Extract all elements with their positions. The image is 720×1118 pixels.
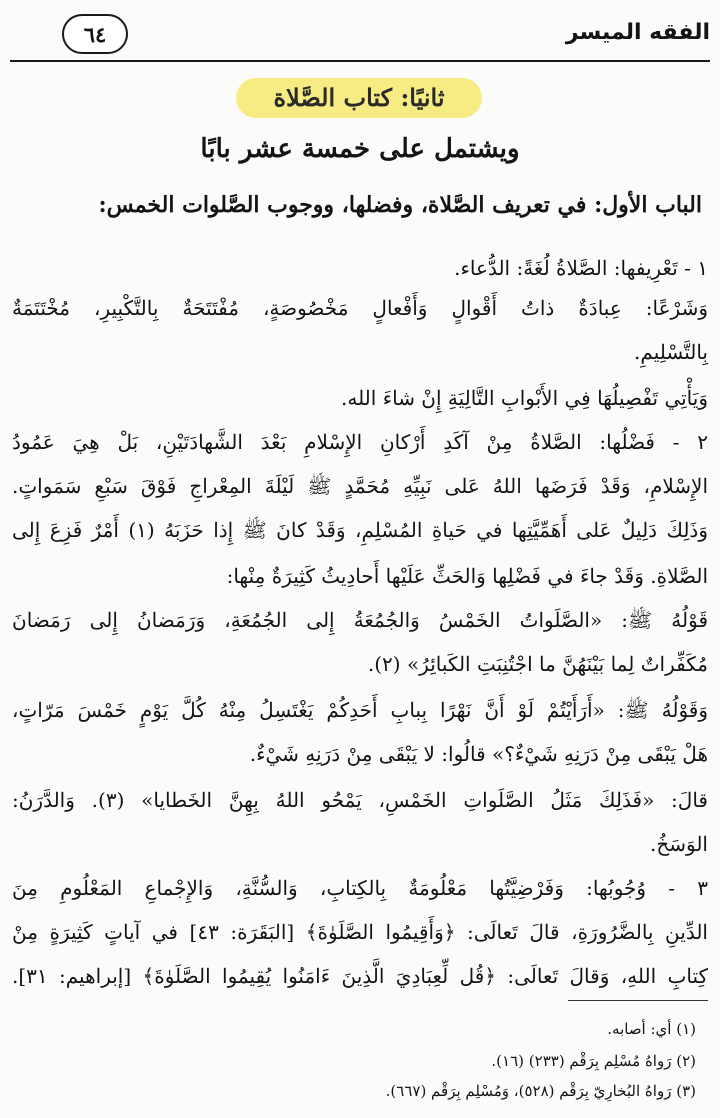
section-heading: الباب الأول: في تعريف الصَّلاة، وفضلها، ووجوب الصَّلوات الخمس: bbox=[98, 192, 702, 218]
hadith-line: قَوْلُهُ ﷺ: «الصَّلَواتُ الخَمْسُ وَالجُمُعَةُ إِلى الجُمُعَةِ، وَرَمَضانُ إِلى رَمَضانَ bbox=[12, 608, 708, 632]
body-line: ١ - تَعْرِيفها: الصَّلاةُ لُغَةً: الدُّعاء. bbox=[454, 256, 708, 280]
running-header bbox=[0, 14, 720, 60]
hadith-line: هَلْ يَبْقَى مِنْ دَرَنِهِ شَيْءٌ؟» قالُوا: لا يَبْقَى مِنْ دَرَنِهِ شَيْءٌ. bbox=[249, 742, 708, 766]
footnote-rule bbox=[568, 1000, 708, 1001]
header-rule bbox=[10, 60, 710, 62]
book-title: الفقه الميسر bbox=[565, 20, 710, 45]
quran-line: الدِّينِ بِالضَّرُورَةِ، قالَ تَعالَى: ﴿وَأَقِيمُوا الصَّلَوٰةَ﴾ [البَقَرَة: ٤٣] في آياتٍ كَثِيرَةٍ مِنْ bbox=[12, 920, 708, 944]
chapter-title bbox=[236, 78, 482, 118]
footnote: (٢) رَواهُ مُسْلِم بِرَقْم (٢٣٣) (١٦). bbox=[491, 1052, 696, 1070]
body-line: وَشَرْعًا: عِبادَةٌ ذاتُ أَقْوالٍ وَأَفْعالٍ مَخْصُوصَةٍ، مُفْتَتَحَةٌ بِالتَّكْبِيرِ، مُخْتَتَمَةٌ bbox=[12, 296, 708, 320]
hadith-line: وَقَوْلُهُ ﷺ: «أَرَأَيْتُمْ لَوْ أَنَّ نَهْرًا بِبابِ أَحَدِكُمْ يَغْتَسِلُ مِنْهُ كُلَّ يَوْمٍ خَمْسَ مَرّاتٍ، bbox=[12, 698, 708, 722]
body-line: ٣ - وُجُوبُها: وَفَرْضِيَّتُها مَعْلُومَةٌ بِالكِتابِ، وَالسُّنَّةِ، وَالإِجْماعِ المَعْلُومِ مِنَ bbox=[12, 876, 708, 900]
footnote: (٣) رَواهُ البُخارِيّ بِرَقْم (٥٢٨)، وَمُسْلِم بِرَقْم (٦٦٧). bbox=[385, 1082, 696, 1100]
body-line: الإِسْلامِ، وَقَدْ فَرَضَها اللهُ عَلى نَبِيِّهِ مُحَمَّدٍ ﷺ لَيْلَةَ المِعْراجِ فَوْقَ سَبْعِ سَمَواتٍ. bbox=[12, 474, 708, 498]
hadith-line: مُكَفِّراتٌ لِما بَيْنَهُنَّ ما اجْتُنِبَتِ الكَبائِرُ» (٢). bbox=[367, 652, 708, 676]
page-number: ٦٤ bbox=[62, 14, 128, 54]
footnote: (١) أي: أصابه. bbox=[607, 1020, 696, 1038]
chapter-title-text: ثانيًا: كتاب الصَّلاة bbox=[273, 83, 445, 112]
body-line: الصَّلاةِ. وَقَدْ جاءَ في فَضْلِها وَالحَثِّ عَلَيْها أَحادِيثُ كَثِيرَةٌ مِنْها: bbox=[226, 564, 708, 588]
body-line: الوَسَخُ. bbox=[649, 832, 708, 856]
hadith-line: قالَ: «فَذَلِكَ مَثَلُ الصَّلَواتِ الخَمْسِ، يَمْحُو اللهُ بِهِنَّ الخَطايا» (٣). وَالدَّرَنُ: bbox=[12, 788, 708, 812]
body-line: وَيَأْتِي تَفْصِيلُهَا فِي الأَبْوابِ التَّالِيَةِ إِنْ شاءَ الله. bbox=[340, 386, 708, 410]
quran-line: كِتابِ اللهِ، وَقالَ تَعالَى: ﴿قُل لِّعِبَادِيَ الَّذِينَ ءَامَنُوا يُقِيمُوا الصَّلَوٰةَ﴾ [إبراهيم: ٣١]. bbox=[12, 964, 708, 988]
body-line: وَذَلِكَ دَلِيلٌ عَلى أَهَمِّيَّتِها في حَياةِ المُسْلِمِ، وَقَدْ كانَ ﷺ إِذا حَزَبَهُ (١) أَمْرٌ فَزِعَ إِلى bbox=[12, 518, 708, 542]
body-line: ٢ - فَضْلُها: الصَّلاةُ مِنْ آكَدِ أَرْكانِ الإِسْلامِ بَعْدَ الشَّهادَتَيْنِ، بَلْ هِيَ عَمُودُ bbox=[12, 430, 708, 454]
chapter-subtitle: ويشتمل على خمسة عشر بابًا bbox=[200, 134, 520, 164]
body-line: بِالتَّسْلِيمِ. bbox=[634, 340, 708, 364]
